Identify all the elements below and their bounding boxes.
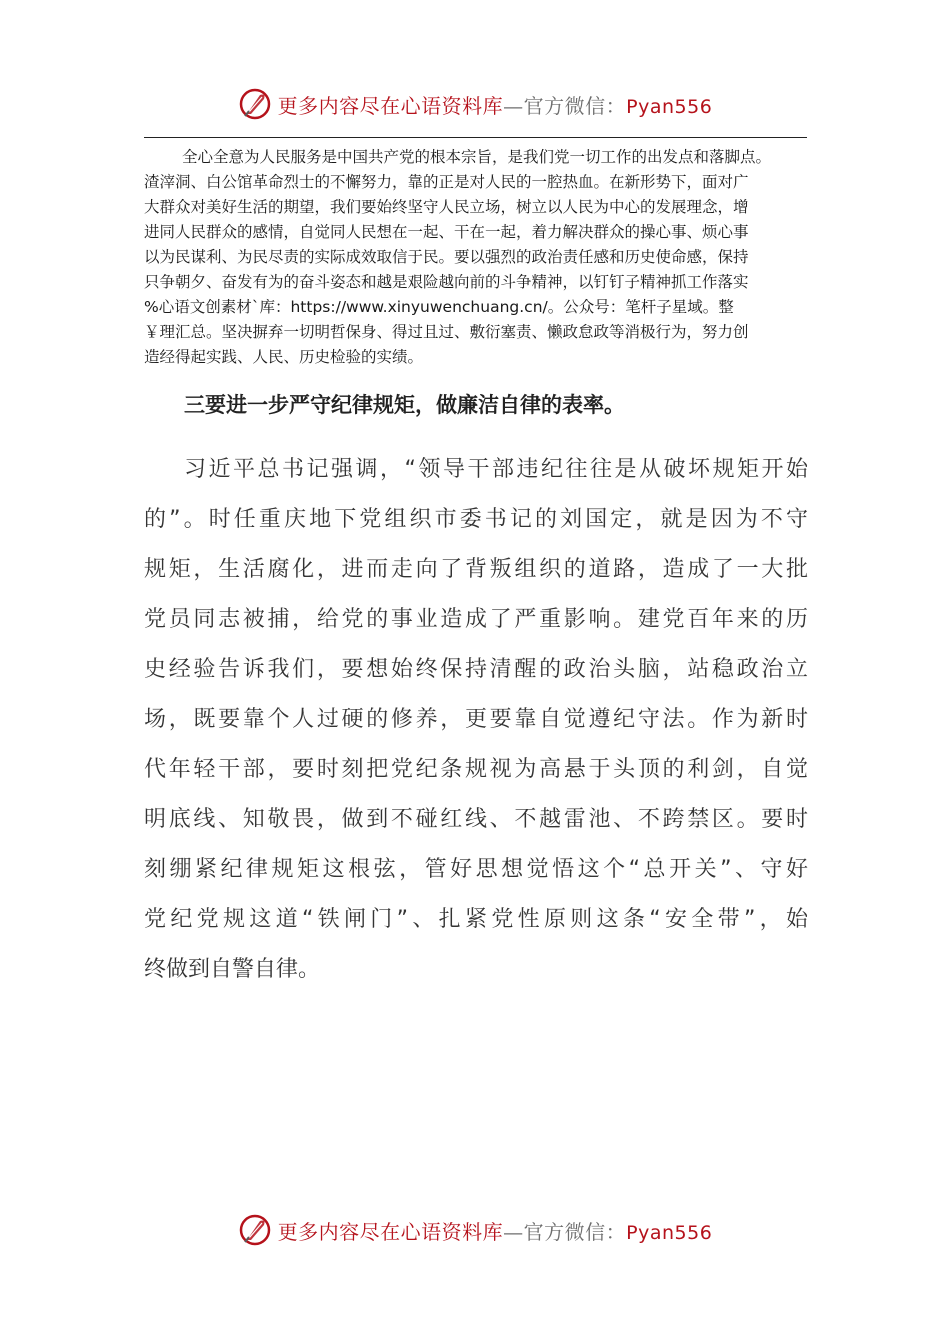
main-paragraph [144,445,808,995]
header-banner-inner [238,87,713,121]
header-brand-text: 更多内容尽在心语资料库 [277,93,504,118]
header-dash: — [503,93,524,118]
header-banner [0,84,950,124]
intro-paragraph [144,145,814,370]
main-line: 规矩，生活腐化，进而走向了背叛组织的道路，造成了一大批 [144,557,808,582]
intro-line: 全心全意为人民服务是中国共产党的根本宗旨，是我们党一切工作的出发点和落脚点。 [182,148,772,166]
footer-brand-text: 更多内容尽在心语资料库 [277,1219,504,1244]
intro-line: 造经得起实践、人民、历史检验的实绩。 [144,348,424,366]
quill-pen-logo-icon [238,87,272,121]
main-line: 终做到自警自律。 [144,957,321,982]
header-banner-text [278,90,713,119]
footer-wechat-id: Pyan556 [626,1221,713,1244]
main-line: 的”。时任重庆地下党组织市委书记的刘国定，就是因为不守 [144,507,808,532]
quill-pen-logo-icon [238,1213,272,1247]
main-line: 刻绷紧纪律规矩这根弦，管好思想觉悟这个“总开关”、守好 [144,857,808,882]
intro-line: %心语文创素材`库：https://www.xinyuwenchuang.cn/。公众号：笔杆子星域。整 [144,298,734,316]
main-line: 党纪党规这道“铁闸门”、扎紧党性原则这条“安全带”，始 [144,907,808,932]
main-line: 史经验告诉我们，要想始终保持清醒的政治头脑，站稳政治立 [144,657,808,682]
main-line: 党员同志被捕，给党的事业造成了严重影响。建党百年来的历 [144,607,808,632]
intro-line: 以为民谋利、为民尽责的实际成效取信于民。要以强烈的政治责任感和历史使命感，保持 [144,248,749,266]
main-line: 场，既要靠个人过硬的修养，更要靠自觉遵纪守法。作为新时 [144,707,808,732]
footer-banner-text [278,1216,713,1245]
intro-line: 进同人民群众的感情，自觉同人民想在一起、干在一起，着力解决群众的操心事、烦心事 [144,223,749,241]
header-divider [144,137,807,138]
footer-wechat-label: 官方微信： [523,1219,627,1244]
main-line: 代年轻干部，要时刻把党纪条规视为高悬于头顶的利剑，自觉 [144,757,808,782]
section-heading: 三要进一步严守纪律规矩，做廉洁自律的表率。 [184,393,625,417]
intro-line: 只争朝夕、奋发有为的奋斗姿态和越是艰险越向前的斗争精神，以钉钉子精神抓工作落实 [144,273,749,291]
footer-dash: — [503,1219,524,1244]
footer-banner [0,1210,950,1250]
intro-line: ￥理汇总。坚决摒弃一切明哲保身、得过且过、敷衍塞责、懒政怠政等消极行为，努力创 [144,323,749,341]
header-wechat-label: 官方微信： [523,93,627,118]
footer-banner-inner [238,1213,713,1247]
intro-line: 渣滓洞、白公馆革命烈士的不懈努力，靠的正是对人民的一腔热血。在新形势下，面对广 [144,173,749,191]
intro-line: 大群众对美好生活的期望，我们要始终坚守人民立场，树立以人民为中心的发展理念，增 [144,198,749,216]
header-wechat-id: Pyan556 [626,95,713,118]
main-line: 习近平总书记强调，“领导干部违纪往往是从破坏规矩开始 [184,457,808,482]
main-line: 明底线、知敬畏，做到不碰红线、不越雷池、不跨禁区。要时 [144,807,808,832]
